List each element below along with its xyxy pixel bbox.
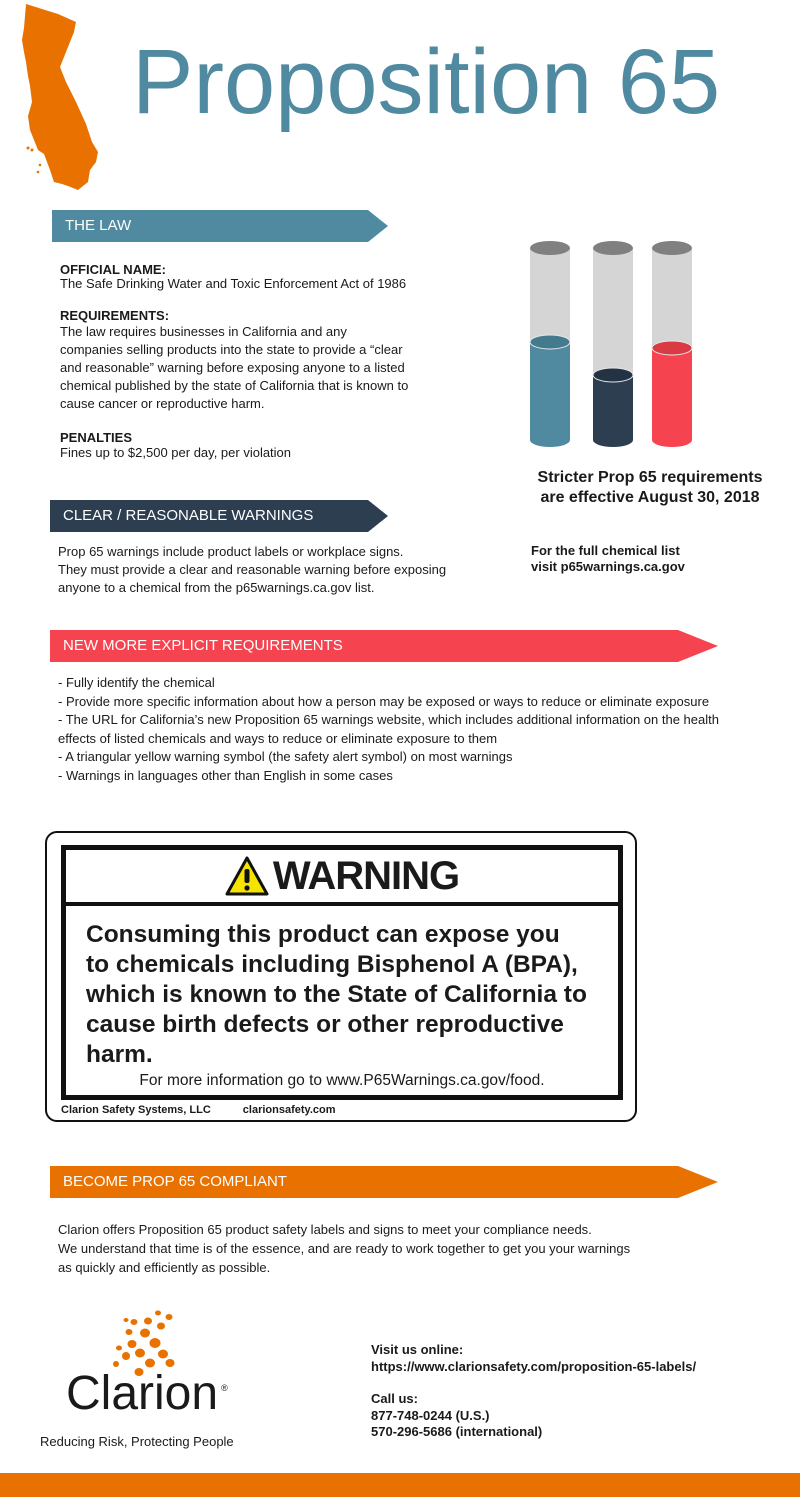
- banner-label: THE LAW: [65, 217, 132, 234]
- new-requirements-list: [58, 674, 719, 785]
- warning-heading: WARNING: [272, 853, 460, 898]
- list-item: - Fully identify the chemical: [58, 675, 215, 690]
- requirements-text: The law requires businesses in California and any companies selling products into the state to provide a “clear and reasonable” warning before exposing anyone to a listed chemical published by the state of California that is known to cause cancer or reproductive harm.: [60, 324, 409, 411]
- warning-website: clarionsafety.com: [242, 1104, 336, 1116]
- list-item: - The URL for California’s new Proposition 65 warnings website, which includes additional information on the health: [58, 712, 719, 727]
- new-requirements-banner: [50, 630, 718, 662]
- list-item: - Provide more specific information about how a person may be exposed or ways to reduce or eliminate exposure: [58, 693, 710, 709]
- visit-label: Visit us online:: [371, 1342, 464, 1357]
- california-map-icon: [20, 2, 130, 192]
- requirements-label: REQUIREMENTS:: [60, 308, 170, 323]
- clear-warnings-banner: [50, 500, 388, 532]
- phone-us[interactable]: 877-748-0244 (U.S.): [371, 1407, 490, 1423]
- warning-label-frame: [61, 845, 623, 1100]
- contact-block: [371, 1342, 696, 1441]
- sample-warning-label: [45, 831, 637, 1122]
- banner-label: CLEAR / REASONABLE WARNINGS: [63, 507, 314, 524]
- warning-header: [66, 850, 618, 906]
- footer-bar: [0, 1473, 800, 1497]
- warning-body-text: Consuming this product can expose you to chemicals including Bisphenol A (BPA), which is known to the State of California to cause birth defects or other reproductive harm.: [86, 921, 587, 1068]
- page-title: Proposition 65: [132, 31, 721, 133]
- cylinder-navy: [593, 241, 633, 447]
- cylinder-red: [652, 241, 692, 447]
- warning-triangle-icon: [225, 856, 269, 896]
- compliant-text: Clarion offers Proposition 65 product safety labels and signs to meet your compliance needs. We understand that time is of the essence, and are ready to work together to get you your warnings as quickly and efficiently as possible.: [58, 1222, 631, 1275]
- list-item: - A triangular yellow warning symbol (the safety alert symbol) on most warnings: [58, 749, 513, 764]
- list-item: - Warnings in languages other than English in some cases: [58, 767, 393, 783]
- compliant-banner: [50, 1166, 718, 1198]
- website-link[interactable]: https://www.clarionsafety.com/proposition-65-labels/: [371, 1358, 697, 1374]
- clear-warnings-text: Prop 65 warnings include product labels or workplace signs. They must provide a clear and reasonable warning before exposing anyone to a chemical from the p65warnings.ca.gov list.: [58, 544, 447, 595]
- phone-intl[interactable]: 570-296-5686 (international): [371, 1424, 543, 1439]
- cylinder-graphic: [520, 236, 710, 451]
- the-law-banner: [52, 210, 388, 242]
- cylinder-teal: [530, 241, 570, 447]
- warning-more-info: For more information go to www.P65Warnings.ca.gov/food.: [139, 1072, 545, 1089]
- clarion-tagline: Reducing Risk, Protecting People: [40, 1434, 234, 1449]
- warning-label-footer: [61, 1104, 336, 1116]
- banner-label: BECOME PROP 65 COMPLIANT: [63, 1173, 287, 1190]
- official-name-value: The Safe Drinking Water and Toxic Enforcement Act of 1986: [60, 276, 407, 291]
- penalties-value: Fines up to $2,500 per day, per violation: [60, 445, 292, 460]
- official-name-label: OFFICIAL NAME:: [60, 262, 166, 277]
- call-label: Call us:: [371, 1391, 418, 1406]
- registered-mark: ®: [221, 1383, 228, 1393]
- warning-company: Clarion Safety Systems, LLC: [61, 1104, 211, 1116]
- penalties-label: PENALTIES: [60, 430, 132, 445]
- chemical-list-note: For the full chemical list visit p65warnings.ca.gov: [531, 543, 685, 574]
- banner-label: NEW MORE EXPLICIT REQUIREMENTS: [63, 637, 343, 654]
- stricter-requirements-note: Stricter Prop 65 requirements are effective August 30, 2018: [537, 469, 763, 506]
- clarion-logo-wordmark: Clarion ®: [66, 1367, 228, 1420]
- list-item: effects of listed chemicals and ways to reduce or eliminate exposure to them: [58, 730, 498, 746]
